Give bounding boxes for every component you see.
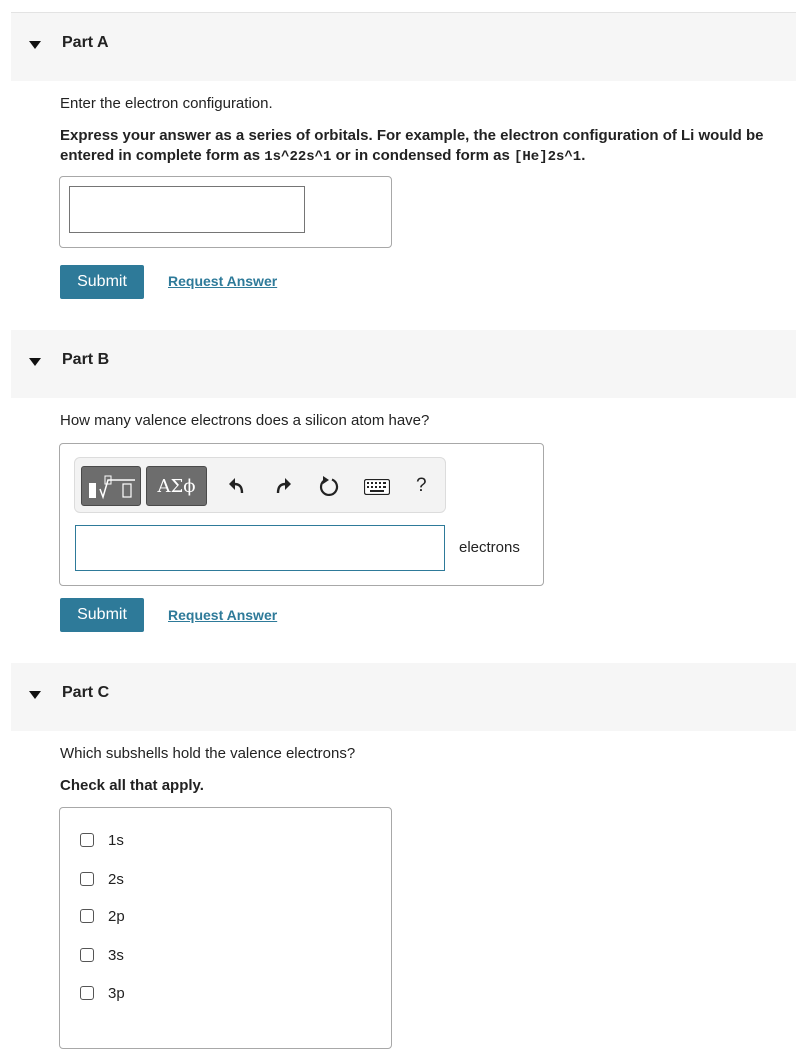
valence-electrons-input[interactable] bbox=[75, 525, 445, 571]
option-label: 1s bbox=[108, 832, 124, 849]
part-c-title: Part C bbox=[62, 684, 110, 701]
option-label: 2s bbox=[108, 871, 124, 888]
option-label: 2p bbox=[108, 908, 125, 925]
help-button[interactable]: ? bbox=[416, 475, 427, 496]
redo-icon[interactable] bbox=[273, 476, 293, 496]
electron-configuration-input[interactable] bbox=[69, 186, 305, 233]
part-c-prompt: Which subshells hold the valence electrons? bbox=[60, 745, 356, 762]
part-a-answer-box bbox=[59, 176, 392, 248]
part-c-options-box bbox=[59, 807, 392, 1049]
checkbox[interactable] bbox=[80, 986, 94, 1000]
undo-icon[interactable] bbox=[227, 476, 247, 496]
part-c-instruction: Check all that apply. bbox=[60, 777, 204, 794]
part-c-header[interactable] bbox=[11, 663, 796, 731]
part-b-header[interactable] bbox=[11, 330, 796, 398]
checkbox[interactable] bbox=[80, 909, 94, 923]
example-complete: 1s^22s^1 bbox=[264, 149, 332, 165]
part-a-instructions bbox=[60, 126, 790, 167]
collapse-triangle-icon[interactable] bbox=[29, 41, 41, 49]
checkbox[interactable] bbox=[80, 872, 94, 886]
symbols-button[interactable]: ΑΣϕ bbox=[146, 466, 207, 506]
checkbox[interactable] bbox=[80, 833, 94, 847]
templates-button[interactable] bbox=[81, 466, 141, 506]
part-b-prompt: How many valence electrons does a silicon atom have? bbox=[60, 412, 430, 429]
instructions-text-1: Express your answer as a series of orbitals. For example, the electron configuration of Li would be entered in complete form as bbox=[60, 127, 764, 164]
checkbox[interactable] bbox=[80, 948, 94, 962]
option-label: 3p bbox=[108, 985, 125, 1002]
example-condensed: [He]2s^1 bbox=[514, 149, 582, 165]
part-a-header[interactable] bbox=[11, 13, 796, 81]
part-a-submit-button[interactable]: Submit bbox=[60, 265, 144, 299]
part-a-prompt: Enter the electron configuration. bbox=[60, 95, 273, 112]
part-b-request-answer-link[interactable]: Request Answer bbox=[168, 607, 278, 623]
units-label: electrons bbox=[459, 539, 520, 556]
part-b-title: Part B bbox=[62, 351, 110, 368]
keyboard-icon[interactable] bbox=[364, 479, 390, 495]
reset-icon[interactable] bbox=[318, 475, 340, 497]
math-toolbar bbox=[74, 457, 446, 513]
part-a-request-answer-link[interactable]: Request Answer bbox=[168, 273, 278, 289]
instructions-text-3: . bbox=[581, 147, 586, 164]
instructions-text-2: or in condensed form as bbox=[331, 147, 514, 164]
part-a-title: Part A bbox=[62, 34, 109, 51]
collapse-triangle-icon[interactable] bbox=[29, 691, 41, 699]
part-b-submit-button[interactable]: Submit bbox=[60, 598, 144, 632]
option-label: 3s bbox=[108, 947, 124, 964]
part-b-answer-box bbox=[59, 443, 544, 586]
collapse-triangle-icon[interactable] bbox=[29, 358, 41, 366]
templates-icon bbox=[87, 473, 137, 501]
